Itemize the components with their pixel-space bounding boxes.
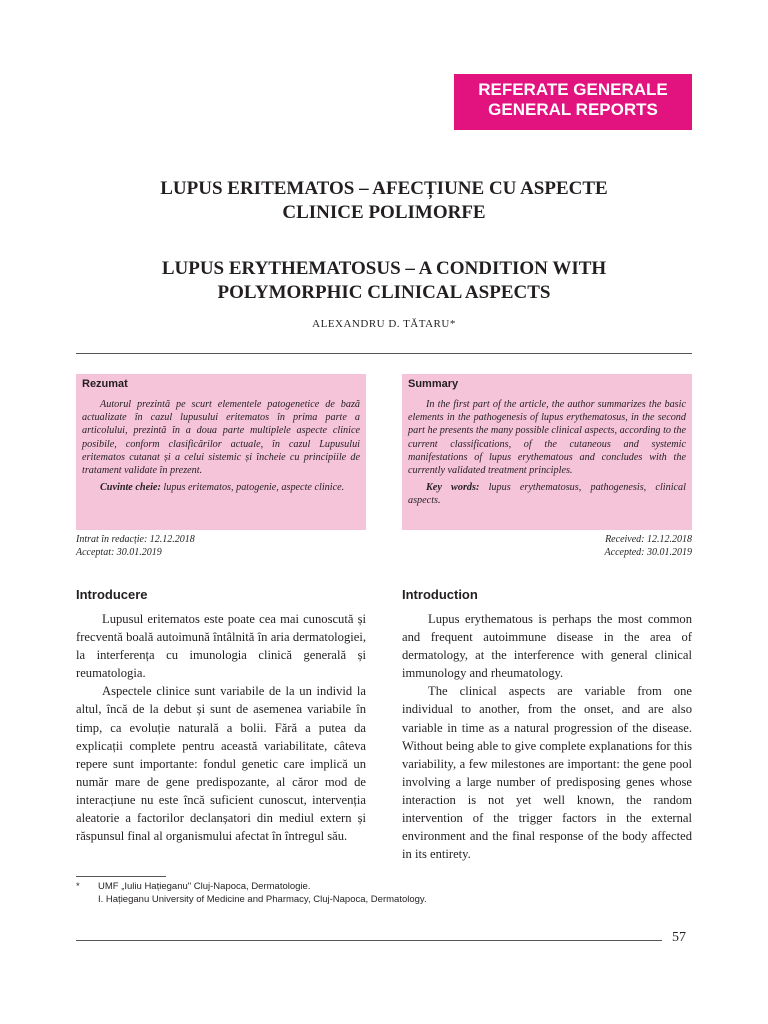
intro-en-heading: Introduction <box>402 587 478 602</box>
intro-ro-paragraph-2: Aspectele clinice sunt variabile de la un individ la altul, încă de la debut și sunt de asemenea variabile în timp, ca evoluție naturală a bolii. Fără a putea da explicații complete pentru această variabilitate, câteva repere sunt importante: fondul genetic care implică un număr mare de gene predispozante, al căror mod de interacțiune nu este încă suficient cunoscut, intervenția aleatorie a factorilor declanșatori din mediul extern și răspunsul final al organismului afectat în întregul său. <box>76 684 366 844</box>
author: ALEXANDRU D. TĂTARU* <box>312 318 456 330</box>
intro-ro-body <box>76 610 366 845</box>
footnote-divider <box>76 876 166 877</box>
intro-ro-paragraph-1: Lupusul eritematos este poate cea mai cunoscută și frecventă boală autoimună întâlnită în aria dermatologiei, la interferența cu imunologia clinică generală și reumatologia. <box>76 612 366 681</box>
title-ro-line2: CLINICE POLIMORFE <box>282 202 486 223</box>
title-en-line1: LUPUS ERYTHEMATOSUS – A CONDITION WITH <box>161 258 607 279</box>
abstract-ro-heading: Rezumat <box>82 378 128 390</box>
section-banner <box>454 74 692 130</box>
page-number: 57 <box>672 930 686 945</box>
title-romanian <box>76 177 692 225</box>
abstract-en-keywords <box>408 481 686 507</box>
intro-en-body <box>402 610 692 863</box>
title-ro-line1: LUPUS ERITEMATOS – AFECȚIUNE CU ASPECTE <box>160 178 608 199</box>
keywords-en-label: Key words: <box>426 482 480 494</box>
keywords-ro-value: lupus eritematos, patogenie, aspecte clinice. <box>163 482 345 494</box>
abstract-english <box>402 374 692 530</box>
dates-english <box>402 533 692 559</box>
intro-en-paragraph-1: Lupus erythematous is perhaps the most common and frequent autoimmune disease in the area of dermatology, at the interference with general clinical immunology and rheumatology. <box>402 612 692 681</box>
keywords-ro-label: Cuvinte cheie: <box>100 482 161 494</box>
header-divider <box>76 353 692 354</box>
footer-divider <box>76 940 662 941</box>
received-date-en: Received: 12.12.2018 <box>605 534 692 545</box>
footnote-mark: * <box>76 881 80 892</box>
section-label-en: GENERAL REPORTS <box>488 100 658 119</box>
footnote-affiliation-ro: UMF „Iuliu Hațieganu" Cluj-Napoca, Dermatologie. <box>98 881 311 892</box>
section-label-ro: REFERATE GENERALE <box>478 80 668 99</box>
intro-ro-heading: Introducere <box>76 587 148 602</box>
accepted-date-en: Accepted: 30.01.2019 <box>604 547 692 558</box>
abstract-en-text: In the first part of the article, the author summarizes the basic elements in the pathogenesis of lupus erythematosus, in the second part he presents the many possible clinical aspects, according to the current classifications, of the cutaneous and systemic manifestations of lupus erythematous and concludes with the currently validated treatment principles. <box>408 399 686 477</box>
abstract-ro-keywords <box>82 481 360 494</box>
footnote <box>76 880 692 906</box>
footnote-affiliation-en: I. Hațieganu University of Medicine and Pharmacy, Cluj-Napoca, Dermatology. <box>98 894 427 905</box>
abstract-romanian <box>76 374 366 530</box>
intro-en-paragraph-2: The clinical aspects are variable from one individual to another, from the onset, and are also variable in time as a natural progression of the disease. Without being able to give complete explanations for this variability, a few milestones are important: the gene pool involving a large number of predisposing genes whose interaction is not yet well known, the random intervention of the trigger factors in the external environment and the final response of the body affected in its entirety. <box>402 684 692 862</box>
keywords-en-value: lupus erythematosus, pathogenesis, clinical aspects. <box>408 482 686 507</box>
dates-romanian <box>76 533 195 559</box>
accepted-date-ro: Acceptat: 30.01.2019 <box>76 547 162 558</box>
title-en-line2: POLYMORPHIC CLINICAL ASPECTS <box>217 282 551 303</box>
abstract-ro-text: Autorul prezintă pe scurt elementele patogenetice de bază actualizate în cazul lupusului eritematos în prima parte a articolului, prezintă în a doua parte multiplele aspecte clinice posibile, conform clasificărilor actuale, în cazul Lupusului eritematos cutanat și a celui sistemic și încheie cu principiile de tratament validate în prezent. <box>82 399 360 477</box>
title-english <box>76 257 692 305</box>
received-date-ro: Intrat în redacție: 12.12.2018 <box>76 534 195 545</box>
abstract-en-heading: Summary <box>408 378 459 390</box>
